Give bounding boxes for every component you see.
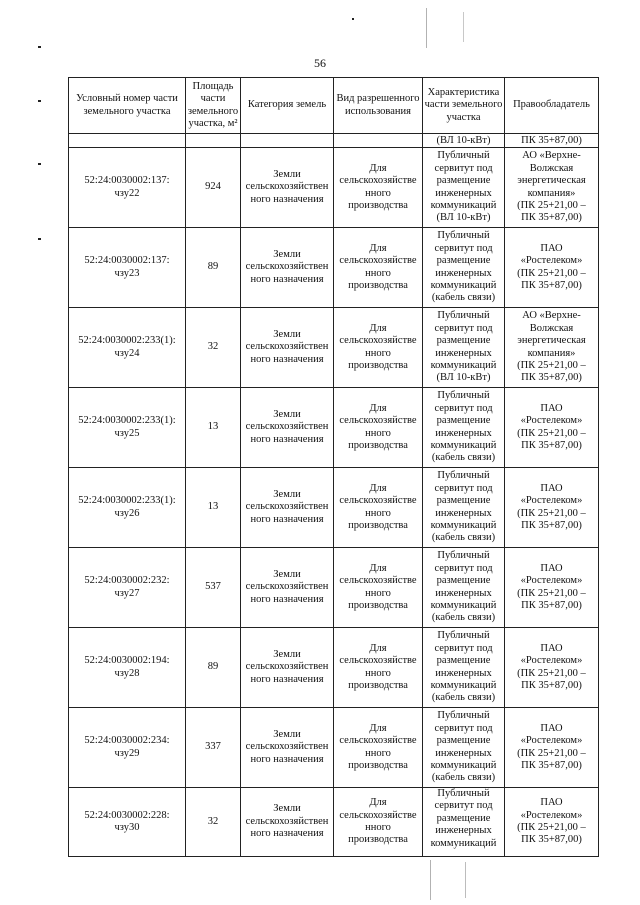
header-number: Условный номер части земельного участка bbox=[69, 78, 186, 134]
cell-area: 32 bbox=[186, 308, 241, 388]
cell-characteristic: Публичный сервитут под размещение инженерных коммуникаций (кабель связи) bbox=[423, 548, 505, 628]
table-row bbox=[69, 788, 599, 857]
table-row bbox=[69, 548, 599, 628]
cell-area: 537 bbox=[186, 548, 241, 628]
table-row bbox=[69, 468, 599, 548]
scan-speck bbox=[426, 8, 427, 48]
cell-holder: ПАО «Ростелеком» (ПК 25+21,00 – ПК 35+87,00) bbox=[505, 468, 599, 548]
cell-use: Для сельскохозяйстве нного производства bbox=[334, 388, 423, 468]
cell-holder: АО «Верхне- Волжская энергетическая компания» (ПК 25+21,00 – ПК 35+87,00) bbox=[505, 148, 599, 228]
cell-number: 52:24:0030002:234: чзу29 bbox=[69, 708, 186, 788]
cell-category: Земли сельскохозяйствен ного назначения bbox=[241, 228, 334, 308]
table-row bbox=[69, 228, 599, 308]
cell-area: 32 bbox=[186, 788, 241, 857]
scan-speck bbox=[38, 46, 41, 48]
table-row bbox=[69, 388, 599, 468]
cell-number: 52:24:0030002:228: чзу30 bbox=[69, 788, 186, 857]
cell-characteristic: Публичный сервитут под размещение инженерных коммуникаций (ВЛ 10-кВт) bbox=[423, 308, 505, 388]
page-number: 56 bbox=[314, 56, 326, 70]
cell-holder: ПАО «Ростелеком» (ПК 25+21,00 – ПК 35+87,00) bbox=[505, 228, 599, 308]
cell-holder: ПАО «Ростелеком» (ПК 25+21,00 – ПК 35+87,00) bbox=[505, 628, 599, 708]
header-holder: Правообладатель bbox=[505, 78, 599, 134]
table-row bbox=[69, 708, 599, 788]
cell-number: 52:24:0030002:233(1): чзу26 bbox=[69, 468, 186, 548]
table-row bbox=[69, 308, 599, 388]
cell-use: Для сельскохозяйстве нного производства bbox=[334, 548, 423, 628]
cell-category: Земли сельскохозяйствен ного назначения bbox=[241, 388, 334, 468]
table-row bbox=[69, 628, 599, 708]
cell-use: Для сельскохозяйстве нного производства bbox=[334, 788, 423, 857]
cell-holder: ПАО «Ростелеком» (ПК 25+21,00 – ПК 35+87,00) bbox=[505, 788, 599, 857]
table-header-row bbox=[69, 78, 599, 134]
cell-characteristic: Публичный сервитут под размещение инженерных коммуникаций (ВЛ 10-кВт) bbox=[423, 148, 505, 228]
scan-speck bbox=[38, 163, 41, 165]
cell-characteristic: Публичный сервитут под размещение инженерных коммуникаций (кабель связи) bbox=[423, 468, 505, 548]
cell-use: Для сельскохозяйстве нного производства bbox=[334, 628, 423, 708]
cell-area: 924 bbox=[186, 148, 241, 228]
cell-area: 13 bbox=[186, 388, 241, 468]
cell-category: Земли сельскохозяйствен ного назначения bbox=[241, 308, 334, 388]
cell-area: 89 bbox=[186, 628, 241, 708]
cell-number: 52:24:0030002:233(1): чзу25 bbox=[69, 388, 186, 468]
cell-characteristic: Публичный сервитут под размещение инженерных коммуникаций bbox=[423, 788, 505, 857]
header-characteristic: Характеристика части земельного участка bbox=[423, 78, 505, 134]
cell-area: 337 bbox=[186, 708, 241, 788]
cell-number: 52:24:0030002:232: чзу27 bbox=[69, 548, 186, 628]
cell-holder: АО «Верхне- Волжская энергетическая компания» (ПК 25+21,00 – ПК 35+87,00) bbox=[505, 308, 599, 388]
cell-characteristic: Публичный сервитут под размещение инженерных коммуникаций (кабель связи) bbox=[423, 708, 505, 788]
scan-speck bbox=[463, 12, 464, 42]
cell-category: Земли сельскохозяйствен ного назначения bbox=[241, 148, 334, 228]
cell-category: Земли сельскохозяйствен ного назначения bbox=[241, 548, 334, 628]
scan-speck bbox=[352, 18, 354, 20]
continuation-row bbox=[69, 134, 599, 148]
cell-characteristic: Публичный сервитут под размещение инженерных коммуникаций (кабель связи) bbox=[423, 228, 505, 308]
cell-number: 52:24:0030002:137: чзу23 bbox=[69, 228, 186, 308]
cell-number: 52:24:0030002:233(1): чзу24 bbox=[69, 308, 186, 388]
header-category: Категория земель bbox=[241, 78, 334, 134]
cell-characteristic: Публичный сервитут под размещение инженерных коммуникаций (кабель связи) bbox=[423, 388, 505, 468]
cell-use: Для сельскохозяйстве нного производства bbox=[334, 308, 423, 388]
cell-area: 13 bbox=[186, 468, 241, 548]
header-use: Вид разрешенного использования bbox=[334, 78, 423, 134]
scan-speck bbox=[38, 238, 41, 240]
cell-holder: ПАО «Ростелеком» (ПК 25+21,00 – ПК 35+87,00) bbox=[505, 548, 599, 628]
cell-holder: ПК 35+87,00) bbox=[505, 134, 599, 148]
cell-holder: ПАО «Ростелеком» (ПК 25+21,00 – ПК 35+87,00) bbox=[505, 708, 599, 788]
cell-category: Земли сельскохозяйствен ного назначения bbox=[241, 708, 334, 788]
scan-speck bbox=[38, 100, 41, 102]
scan-speck bbox=[430, 860, 431, 900]
cell-area: 89 bbox=[186, 228, 241, 308]
cell-number: 52:24:0030002:194: чзу28 bbox=[69, 628, 186, 708]
cell-characteristic: (ВЛ 10-кВт) bbox=[423, 134, 505, 148]
scan-speck bbox=[465, 862, 466, 898]
cell-holder: ПАО «Ростелеком» (ПК 25+21,00 – ПК 35+87,00) bbox=[505, 388, 599, 468]
table-row bbox=[69, 148, 599, 228]
header-area: Площадь части земельного участка, м² bbox=[186, 78, 241, 134]
cell-use: Для сельскохозяйстве нного производства bbox=[334, 228, 423, 308]
cell-category: Земли сельскохозяйствен ного назначения bbox=[241, 468, 334, 548]
cell-category: Земли сельскохозяйствен ного назначения bbox=[241, 788, 334, 857]
cell-category: Земли сельскохозяйствен ного назначения bbox=[241, 628, 334, 708]
cell-use: Для сельскохозяйстве нного производства bbox=[334, 708, 423, 788]
cell-use: Для сельскохозяйстве нного производства bbox=[334, 468, 423, 548]
cell-characteristic: Публичный сервитут под размещение инженерных коммуникаций (кабель связи) bbox=[423, 628, 505, 708]
land-parts-table bbox=[68, 77, 599, 857]
cell-use: Для сельскохозяйстве нного производства bbox=[334, 148, 423, 228]
cell-number: 52:24:0030002:137: чзу22 bbox=[69, 148, 186, 228]
